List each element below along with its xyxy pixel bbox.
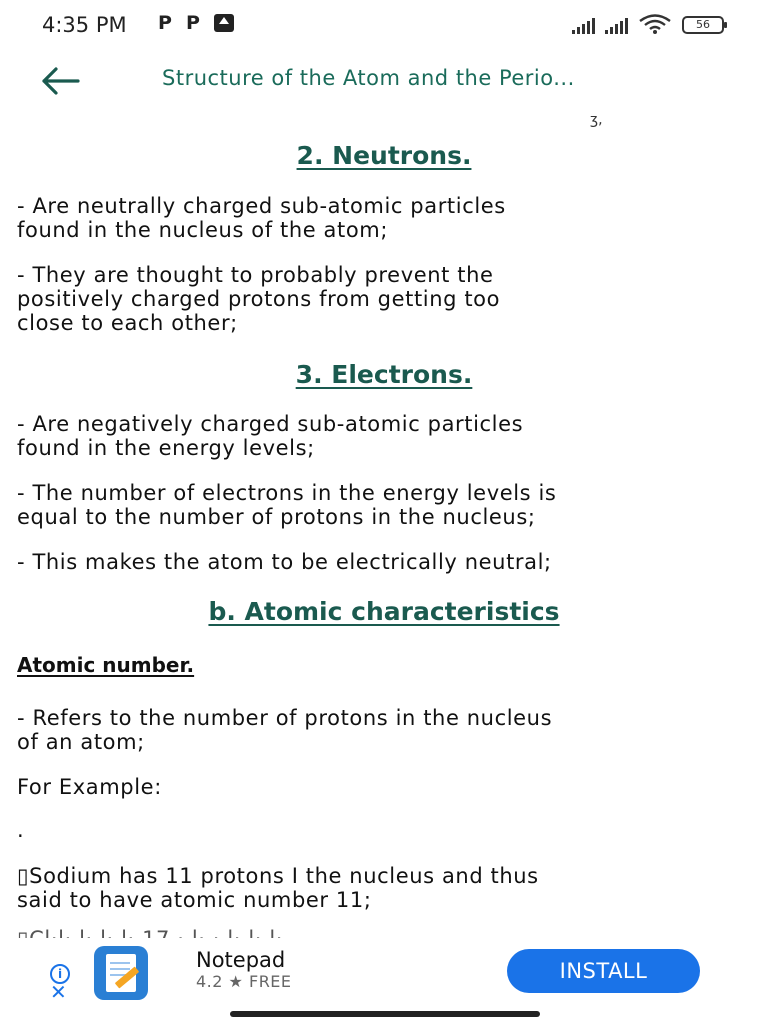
atomic-characteristics-heading: b. Atomic characteristics xyxy=(208,597,560,626)
signal-icon xyxy=(605,18,628,34)
ad-banner[interactable] xyxy=(0,938,768,1004)
ad-price: FREE xyxy=(248,972,292,991)
notification-p-icon: P xyxy=(158,12,172,34)
electrons-paragraph-2: - The number of electrons in the energy levels is equal to the number of protons in the nucleus; xyxy=(17,481,557,529)
partial-text-top: ʒ, xyxy=(590,112,603,128)
status-time: 4:35 PM xyxy=(42,13,127,37)
neutrons-paragraph-2: - They are thought to probably prevent the positively charged protons from getting too close to each other; xyxy=(17,263,501,335)
dot-text: . xyxy=(17,818,25,842)
status-bar xyxy=(0,0,768,48)
notepad-app-icon[interactable] xyxy=(94,946,148,1000)
ad-app-name[interactable]: Notepad xyxy=(196,948,286,972)
ad-close-icon[interactable]: ✕ xyxy=(50,980,67,1004)
atomic-number-heading: Atomic number. xyxy=(17,653,195,677)
ad-rating: 4.2 xyxy=(196,972,223,991)
status-notifications xyxy=(158,12,234,34)
battery-icon: 56 xyxy=(682,16,724,34)
atomic-number-paragraph: - Refers to the number of protons in the nucleus of an atom; xyxy=(17,706,553,754)
ad-info-icon[interactable]: i xyxy=(50,964,70,984)
for-example-label: For Example: xyxy=(17,775,162,799)
neutrons-paragraph-1: - Are neutrally charged sub-atomic particles found in the nucleus of the atom; xyxy=(17,194,506,242)
back-arrow-icon[interactable] xyxy=(38,64,82,98)
status-right-icons xyxy=(572,14,724,34)
app-bar xyxy=(0,48,768,112)
electrons-paragraph-1: - Are negatively charged sub-atomic particles found in the energy levels; xyxy=(17,412,524,460)
neutrons-heading: 2. Neutrons. xyxy=(296,141,472,170)
upload-icon xyxy=(214,14,234,32)
wifi-icon xyxy=(638,14,672,34)
electrons-heading: 3. Electrons. xyxy=(295,360,473,389)
star-icon: ★ xyxy=(228,972,244,991)
notification-p-icon: P xyxy=(185,12,200,34)
signal-icon xyxy=(572,18,595,34)
electrons-paragraph-3: - This makes the atom to be electrically neutral; xyxy=(17,550,552,574)
install-button[interactable]: INSTALL xyxy=(507,949,700,993)
ad-app-meta xyxy=(196,972,292,991)
sodium-paragraph: ▯Sodium has 11 protons I the nucleus and thus said to have atomic number 11; xyxy=(17,864,539,912)
article-content[interactable] xyxy=(0,112,768,938)
home-indicator[interactable] xyxy=(230,1011,540,1017)
page-title: Structure of the Atom and the Perio... xyxy=(162,66,575,90)
